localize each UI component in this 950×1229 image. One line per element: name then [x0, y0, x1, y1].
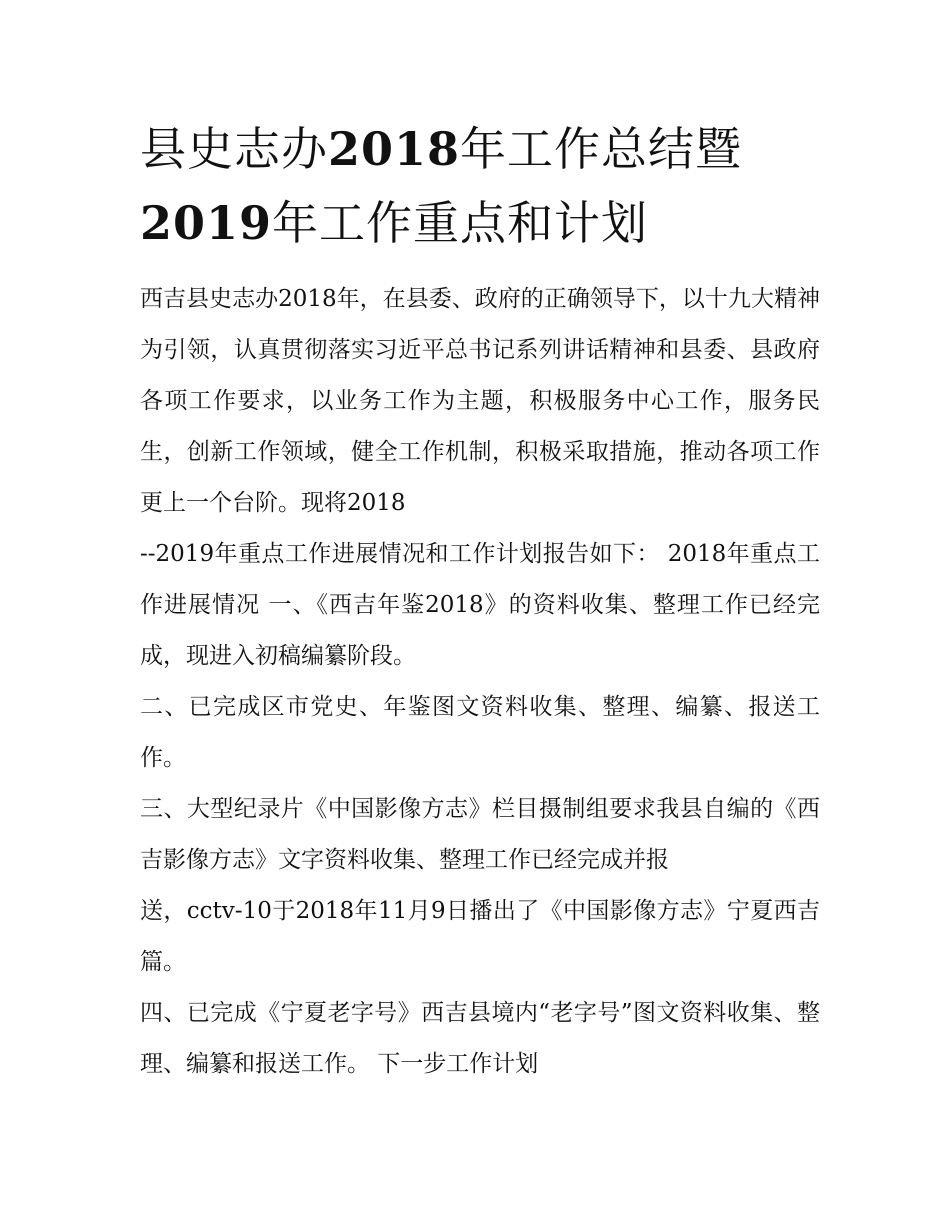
- title-text: 年工作重点和计划: [272, 196, 649, 250]
- title-year: 2018: [328, 122, 461, 176]
- paragraph-intro: 西吉县史志办2018年，在县委、政府的正确领导下，以十九大精神为引领，认真贯彻落实习近平总书记系列讲话精神和县委、县政府各项工作要求，以业务工作为主题，积极服务中心工作，服务民生，创新工作领域，健全工作机制，积极采取措施，推动各项工作更上一个台阶。现将2018: [140, 286, 820, 516]
- paragraph-item-4: 四、已完成《宁夏老字号》西吉县境内“老字号”图文资料收集、整理、编纂和报送工作。 下一步工作计划: [140, 1000, 820, 1077]
- title-text: 县史志办: [140, 122, 328, 176]
- title-line-1: [140, 112, 820, 186]
- document-body: [140, 274, 820, 1090]
- paragraph-item-2: 二、已完成区市党史、年鉴图文资料收集、整理、编纂、报送工作。: [140, 694, 820, 771]
- paragraph-progress: --2019年重点工作进展情况和工作计划报告如下： 2018年重点工作进展情况 一、《西吉年鉴2018》的资料收集、整理工作已经完成，现进入初稿编纂阶段。: [140, 541, 820, 669]
- title-text: 年工作总结暨: [460, 122, 743, 176]
- document-title: [140, 112, 820, 260]
- paragraph-item-3-continued: 送，cctv-10于2018年11月9日播出了《中国影像方志》宁夏西吉篇。: [140, 898, 820, 975]
- document-content: [140, 112, 820, 1090]
- title-line-2: [140, 186, 820, 260]
- paragraph-item-3: 三、大型纪录片《中国影像方志》栏目摄制组要求我县自编的《西吉影像方志》文字资料收集、整理工作已经完成并报: [140, 796, 820, 873]
- title-year: 2019: [140, 196, 273, 250]
